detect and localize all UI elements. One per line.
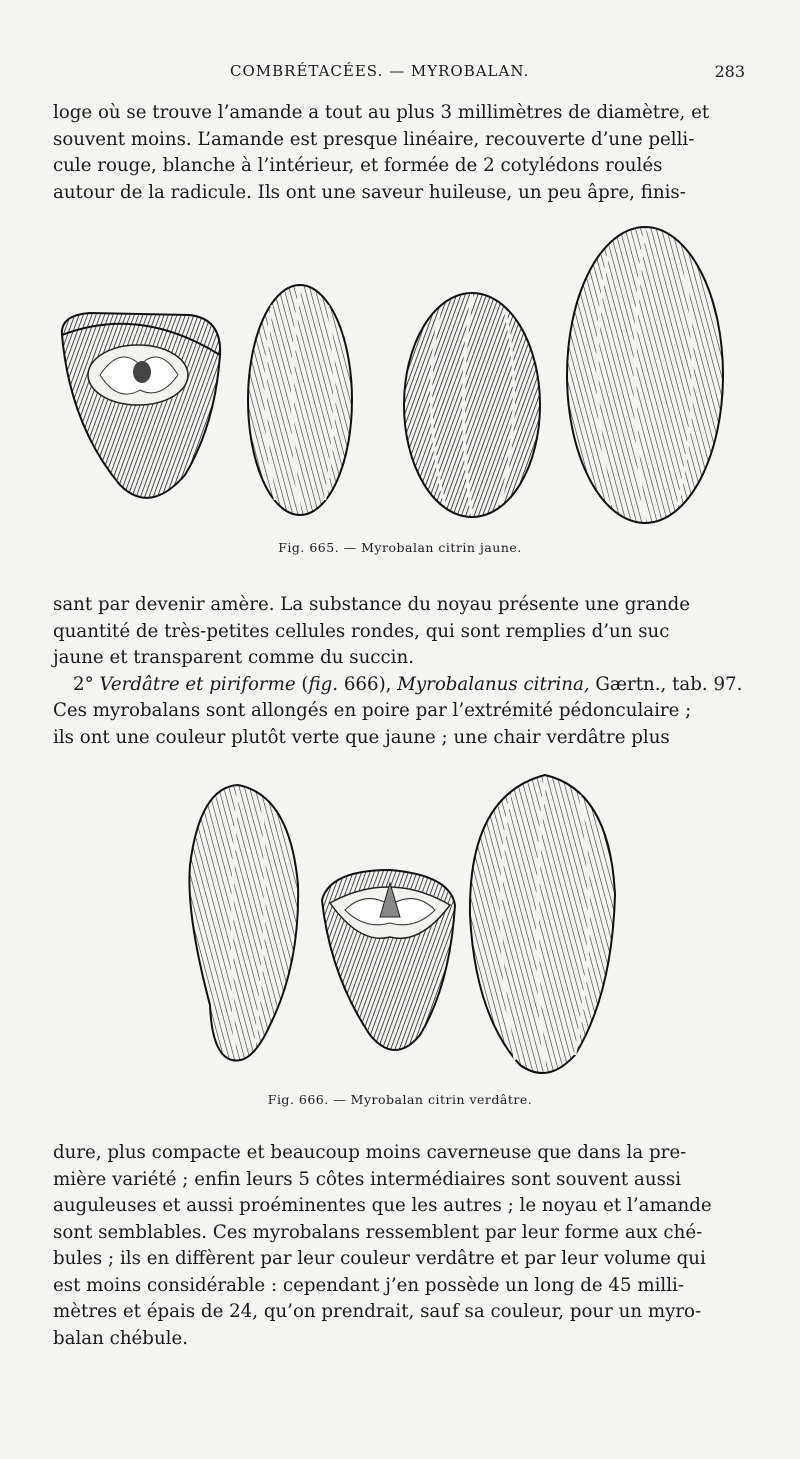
text-line: loge où se trouve l’amande a tout au plus 3 millimètres de diamètre, et [53, 102, 710, 123]
text-line: souvent moins. L’amande est presque linéaire, recouverte d’une pelli- [53, 128, 695, 150]
fruit-whole-4 [567, 227, 723, 523]
text-line: auguleuses et aussi proéminentes que les autres ; le noyau et l’amande [53, 1195, 712, 1216]
text-line: jaune et transparent comme du succin. [53, 647, 414, 668]
text-line: mètres et épais de 24, qu’on prendrait, sauf sa couleur, pour un myro- [53, 1301, 702, 1322]
fruit-section-2 [322, 870, 455, 1050]
fruit-whole-3 [404, 293, 540, 517]
running-head [55, 62, 745, 86]
text-line: autour de la radicule. Ils ont une saveur huileuse, un peu âpre, finis- [53, 181, 686, 203]
page-number: 283 [714, 62, 745, 81]
figure-ref-open: ( [295, 673, 309, 695]
figure-ref-rest: 666), [338, 673, 398, 695]
fruit-section-1 [62, 313, 220, 498]
figure-ref-abbrev: fig. [308, 673, 339, 695]
fruit-whole-5 [470, 775, 615, 1073]
figure-666-caption: Fig. 666. — Myrobalan citrin verdâtre. [267, 1092, 533, 1107]
text-line: quantité de très-petites cellules rondes, qui sont remplies d’un suc [53, 620, 670, 642]
text-line: dure, plus compacte et beaucoup moins caverneuse que dans la pre- [53, 1142, 687, 1163]
text-line: est moins considérable : cependant j’en possède un long de 45 milli- [53, 1274, 685, 1296]
paragraph-1 [53, 100, 748, 206]
variety-title: Verdâtre et piriforme [99, 673, 296, 695]
figure-666-engraving [0, 765, 800, 1105]
variety-heading-line [53, 672, 748, 699]
text-line: bules ; ils en diffèrent par leur couleur verdâtre et par leur volume qui [53, 1248, 706, 1269]
figure-665 [0, 215, 800, 535]
text-line: mière variété ; enfin leurs 5 côtes intermédiaires sont souvent aussi [53, 1168, 682, 1190]
figure-665-engraving [0, 215, 800, 535]
citation: Gærtn., tab. 97. [589, 673, 743, 695]
text-line: cule rouge, blanche à l’intérieur, et formée de 2 cotylédons roulés [53, 155, 663, 176]
figure-666 [0, 765, 800, 1105]
text-line: ils ont une couleur plutôt verte que jaune ; une chair verdâtre plus [53, 726, 670, 748]
fruit-whole-2 [248, 285, 352, 515]
paragraph-2 [53, 592, 748, 751]
figure-665-caption: Fig. 665. — Myrobalan citrin jaune. [278, 540, 522, 555]
text-line: sont semblables. Ces myrobalans ressemblent par leur forme aux ché- [53, 1221, 703, 1243]
text-line: balan chébule. [53, 1327, 189, 1349]
text-line: sant par devenir amère. La substance du noyau présente une grande [53, 594, 691, 615]
item-lead: 2° [73, 673, 100, 695]
species-name: Myrobalanus citrina, [397, 673, 590, 695]
running-head-title: COMBRÉTACÉES. — MYROBALAN. [230, 62, 530, 80]
fruit-pear-1 [189, 785, 298, 1061]
paragraph-3 [53, 1140, 748, 1352]
text-line: Ces myrobalans sont allongés en poire par l’extrémité pédonculaire ; [53, 700, 692, 721]
